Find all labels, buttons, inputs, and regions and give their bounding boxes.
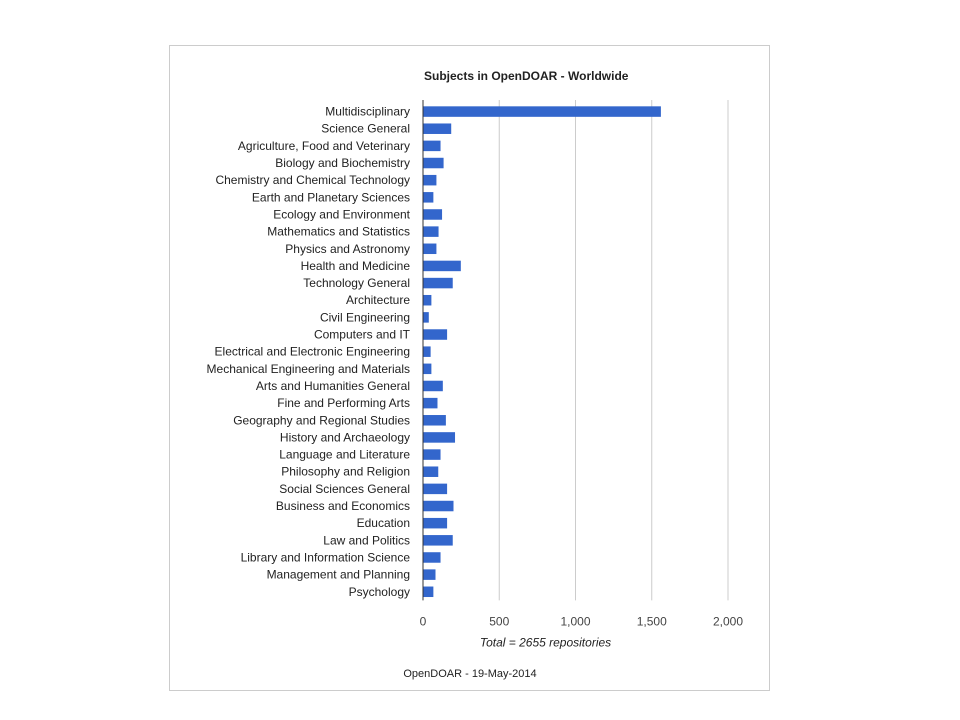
bar [423, 226, 439, 237]
category-label: Computers and IT [313, 327, 410, 342]
bar [423, 346, 431, 357]
category-label: Mathematics and Statistics [267, 224, 410, 239]
category-label: Technology General [303, 276, 410, 291]
category-label: Physics and Astronomy [285, 241, 410, 256]
bar [423, 398, 437, 409]
category-label: Education [356, 516, 410, 531]
bar [423, 244, 436, 255]
x-tick-label: 1,500 [636, 614, 667, 629]
category-label: Health and Medicine [300, 258, 410, 273]
bar [423, 175, 436, 186]
category-label: Civil Engineering [319, 310, 410, 325]
bar [423, 432, 455, 443]
x-tick-label: 2,000 [712, 614, 744, 629]
bar [423, 484, 447, 495]
category-label: Architecture [345, 293, 410, 308]
bar [423, 535, 453, 546]
bar [423, 261, 461, 272]
bar [423, 518, 447, 529]
bar-chart [170, 46, 771, 692]
category-label: Chemistry and Chemical Technology [215, 173, 410, 188]
category-label: Language and Literature [279, 447, 410, 462]
bar [423, 295, 431, 306]
category-label: Science General [321, 121, 410, 136]
chart-panel [169, 45, 770, 691]
bar [423, 106, 661, 117]
category-label: Library and Information Science [240, 550, 410, 565]
bar [423, 501, 454, 512]
category-label: Fine and Performing Arts [277, 396, 410, 411]
category-label: Psychology [348, 584, 410, 599]
bar [423, 278, 453, 289]
bar [423, 329, 447, 340]
category-label: Management and Planning [266, 567, 410, 582]
category-label: Biology and Biochemistry [275, 156, 410, 171]
bar [423, 466, 438, 477]
bar [423, 209, 442, 220]
x-tick-label: 1,000 [560, 614, 591, 629]
category-label: Social Sciences General [279, 481, 410, 496]
category-label: Multidisciplinary [325, 104, 410, 119]
bar [423, 312, 429, 323]
bar [423, 569, 436, 580]
category-label: Geography and Regional Studies [233, 413, 410, 428]
bar [423, 552, 441, 563]
bar [423, 192, 433, 203]
category-label: Agriculture, Food and Veterinary [237, 138, 410, 153]
category-label: Business and Economics [275, 499, 410, 514]
bar [423, 141, 441, 152]
bar [423, 123, 451, 134]
category-label: Earth and Planetary Sciences [251, 190, 410, 205]
category-label: Mechanical Engineering and Materials [206, 361, 410, 376]
x-axis-label: Total = 2655 repositories [479, 635, 612, 650]
category-label: Ecology and Environment [273, 207, 410, 222]
category-label: Law and Politics [323, 533, 410, 548]
category-label: Philosophy and Religion [281, 464, 410, 479]
x-tick-label: 0 [419, 614, 427, 629]
x-tick-label: 500 [489, 614, 510, 629]
bar [423, 415, 446, 426]
bar [423, 158, 444, 169]
bar [423, 449, 441, 460]
chart-footer: OpenDOAR - 19-May-2014 [403, 668, 537, 680]
chart-title: Subjects in OpenDOAR - Worldwide [424, 69, 629, 83]
category-label: Electrical and Electronic Engineering [214, 344, 410, 359]
bar [423, 364, 431, 375]
bar [423, 381, 443, 392]
category-label: Arts and Humanities General [255, 378, 410, 393]
bar [423, 587, 433, 598]
category-label: History and Archaeology [279, 430, 410, 445]
